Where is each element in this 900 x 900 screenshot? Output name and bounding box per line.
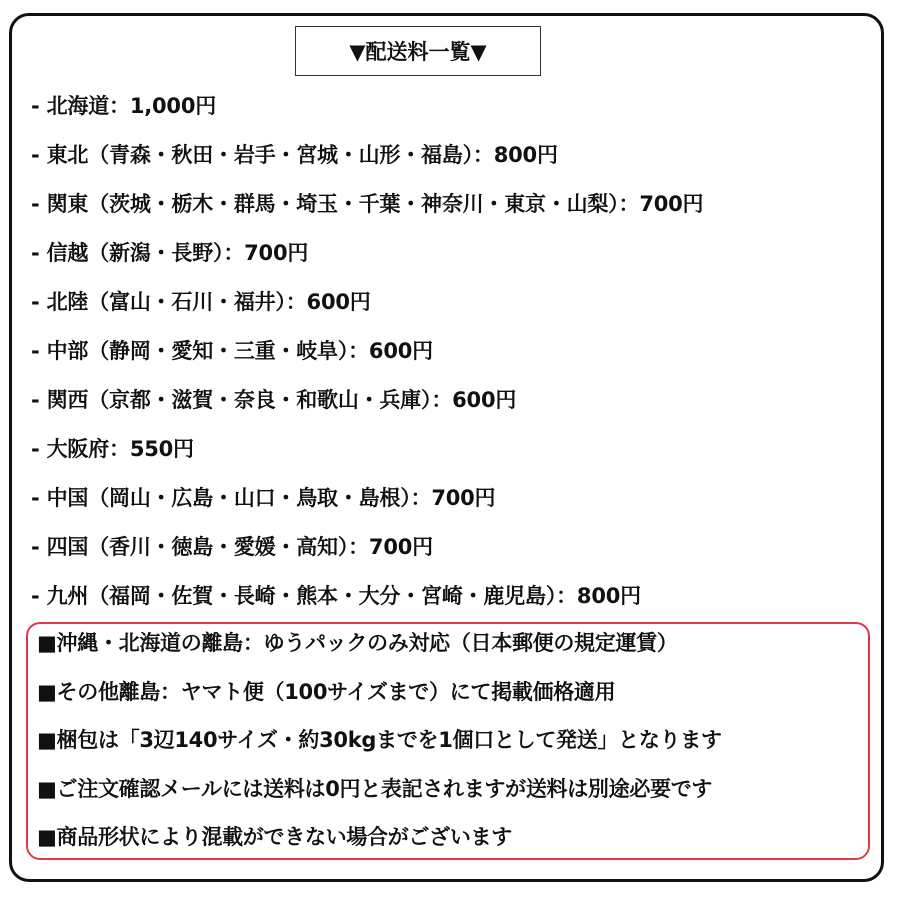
note-confirmation-email: ■ご注文確認メールには送料は0円と表記されますが送料は別途必要です: [37, 776, 713, 801]
notes-list: [37, 619, 873, 862]
rate-kansai: - 関西（京都・滋賀・奈良・和歌山・兵庫）：600円: [31, 388, 517, 412]
rate-shinetsu: - 信越（新潟・長野）：700円: [31, 241, 309, 265]
shipping-rate-list: [31, 82, 871, 621]
rate-shikoku: - 四国（香川・徳島・愛媛・高知）：700円: [31, 535, 433, 559]
rate-kanto: - 関東（茨城・栃木・群馬・埼玉・千葉・神奈川・東京・山梨）：700円: [31, 192, 704, 216]
rate-osaka: - 大阪府：550円: [31, 437, 194, 461]
note-packaging: ■梱包は「3辺140サイズ・約30kgまでを1個口として発送」となります: [37, 728, 722, 752]
rate-tohoku: - 東北（青森・秋田・岩手・宮城・山形・福島）：800円: [31, 143, 558, 167]
page-title: ▼配送料一覧▼: [295, 26, 541, 76]
note-other-islands: ■その他離島：ヤマト便（100サイズまで）にて掲載価格適用: [37, 679, 616, 704]
rate-hokkaido: - 北海道：1,000円: [31, 94, 217, 118]
note-remote-islands-okinawa: ■沖縄・北海道の離島：ゆうパックのみ対応（日本郵便の規定運賃）: [37, 631, 678, 655]
rate-chugoku: - 中国（岡山・広島・山口・鳥取・島根）：700円: [31, 486, 496, 510]
rate-chubu: - 中部（静岡・愛知・三重・岐阜）：600円: [31, 339, 433, 363]
rate-hokuriku: - 北陸（富山・石川・福井）：600円: [31, 290, 371, 314]
rate-kyushu: - 九州（福岡・佐賀・長崎・熊本・大分・宮崎・鹿児島）：800円: [31, 584, 641, 608]
note-mixed-shipping: ■商品形状により混載ができない場合がございます: [37, 825, 512, 849]
